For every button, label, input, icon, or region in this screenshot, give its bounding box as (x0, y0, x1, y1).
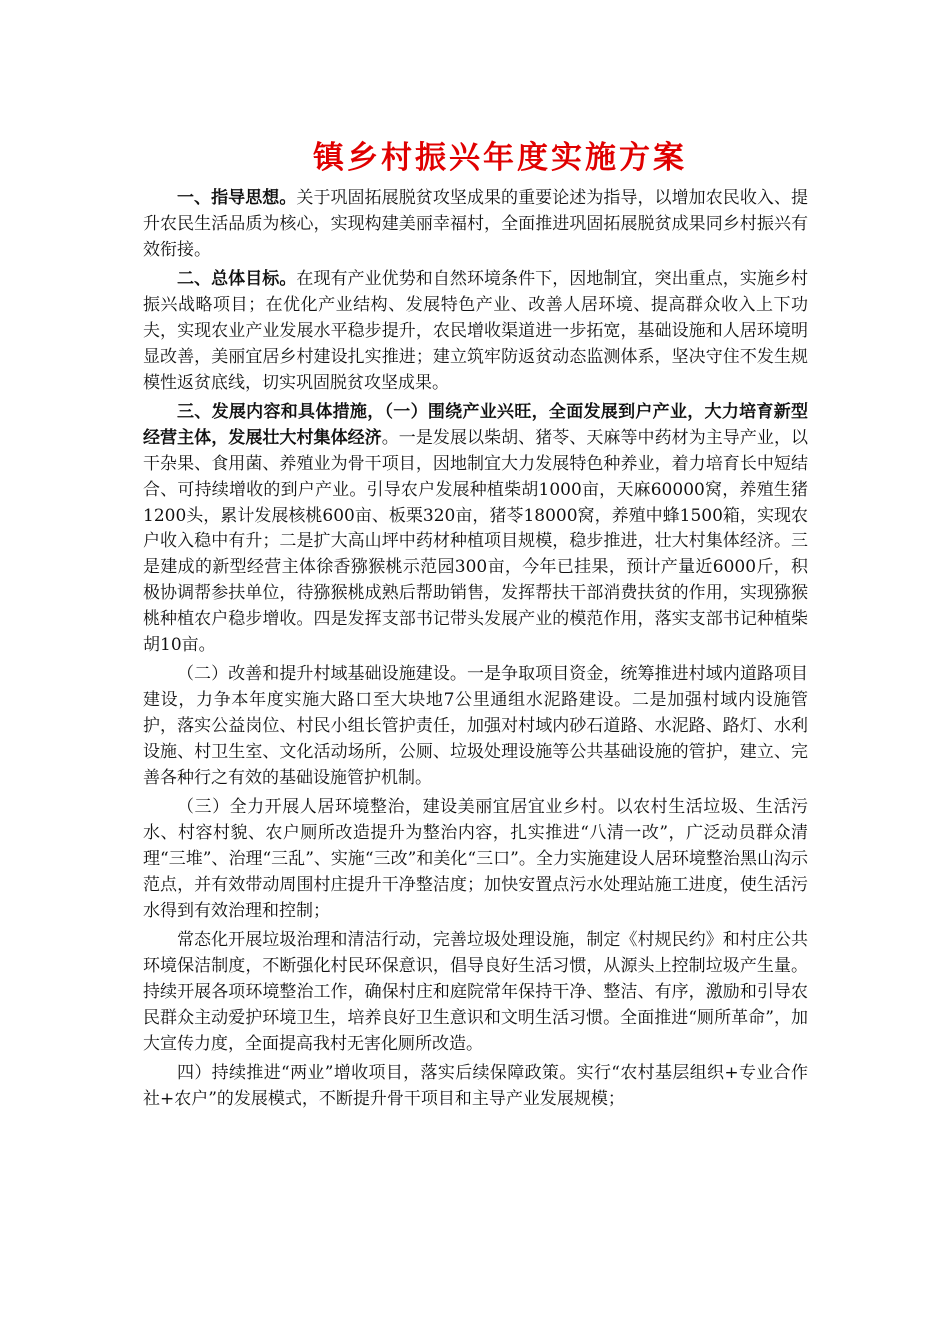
document-title: 镇乡村振兴年度实施方案 (313, 140, 687, 176)
paragraph-lead: 二、总体目标。 (177, 269, 297, 290)
paragraph-living-environment (143, 795, 808, 924)
paragraph-text: （三）全力开展人居环境整治，建设美丽宜居宜业乡村。以农村生活垃圾、生活污水、村容村貌、农户厕所改造提升为整治内容，扎实推进“八清一改”，广泛动员群众清理“三堆”、治理“三乱”、实施“三改”和美化“三口”。全力实施建设人居环境整治黑山沟示范点，并有效带动周围村庄提升干净整洁度；加快安置点污水处理站施工进度，使生活污水得到有效治理和控制； (143, 797, 808, 921)
document-body (143, 186, 808, 1117)
paragraph-text: （二）改善和提升村域基础设施建设。一是争取项目资金，统筹推进村域内道路项目建设，力争本年度实施大路口至大块地7公里通组水泥路建设。二是加强村域内设施管护，落实公益岗位、村民小组长管护责任，加强对村域内砂石道路、水泥路、路灯、水利设施、村卫生室、文化活动场所，公厕、垃圾处理设施等公共基础设施的管护，建立、完善各种行之有效的基础设施管护机制。 (143, 664, 808, 788)
paragraph-text: 常态化开展垃圾治理和清洁行动，完善垃圾处理设施，制定《村规民约》和村庄公共环境保洁制度，不断强化村民环保意识，倡导良好生活习惯，从源头上控制垃圾产生量。持续开展各项环境整治工作，确保村庄和庭院常年保持干净、整洁、有序，激励和引导农民群众主动爱护环境卫生，培养良好卫生意识和文明生活习惯。全面推进“厕所革命”，加大宣传力度，全面提高我村无害化厕所改造。 (143, 930, 808, 1054)
paragraph-lead: 三、发展内容和具体措施，（一）围绕产业兴旺，全面发展到户产业，大力培育新型经营主体，发展壮大村集体经济 (143, 402, 808, 449)
paragraph-text: 关于巩固拓展脱贫攻坚成果的重要论述为指导，以增加农民收入、提升农民生活品质为核心，实现构建美丽幸福村，全面推进巩固拓展脱贫成果同乡村振兴有效衔接。 (143, 188, 809, 260)
paragraph-text: 在现有产业优势和自然环境条件下，因地制宜，突出重点，实施乡村振兴战略项目；在优化产业结构、发展特色产业、改善人居环境、提高群众收入上下功夫，实现农业产业发展水平稳步提升，农民增收渠道进一步拓宽，基础设施和人居环境明显改善，美丽宜居乡村建设扎实推进；建立筑牢防返贫动态监测体系，坚决守住不发生规模性返贫底线，切实巩固脱贫攻坚成果。 (143, 269, 809, 393)
paragraph-development-measures (143, 400, 808, 658)
paragraph-two-industries (143, 1061, 808, 1113)
paragraph-lead: 一、指导思想。 (177, 188, 297, 208)
paragraph-guiding-thought (143, 186, 808, 263)
paragraph-overall-goal (143, 267, 808, 396)
paragraph-infrastructure (143, 662, 808, 791)
paragraph-text: 四）持续推进“两业”增收项目，落实后续保障政策。实行“农村基层组织+专业合作社+农户”的发展模式，不断提升骨干项目和主导产业发展规模； (143, 1063, 808, 1110)
paragraph-text: 。一是发展以柴胡、猪苓、天麻等中药材为主导产业，以干杂果、食用菌、养殖业为骨干项目，因地制宜大力发展特色种养业，着力培育长中短结合、可持续增收的到户产业。引导农户发展种植柴胡1000亩，天麻60000窝，养殖生猪1200头，累计发展核桃600亩、板栗320亩，猪苓18000窝，养殖中蜂1500箱，实现农户收入稳中有升；二是扩大高山坪中药材种植项目规模，稳步推进，壮大村集体经济。三是建成的新型经营主体徐香猕猴桃示范园300亩，今年已挂果，预计产量近6000斤，积极协调帮参扶单位，待猕猴桃成熟后帮助销售，发挥帮扶干部消费扶贫的作用，实现猕猴桃种植农户稳步增收。四是发挥支部书记带头发展产业的模范作用，落实支部书记种植柴胡10亩。 (143, 428, 809, 655)
paragraph-garbage-governance (143, 928, 808, 1057)
